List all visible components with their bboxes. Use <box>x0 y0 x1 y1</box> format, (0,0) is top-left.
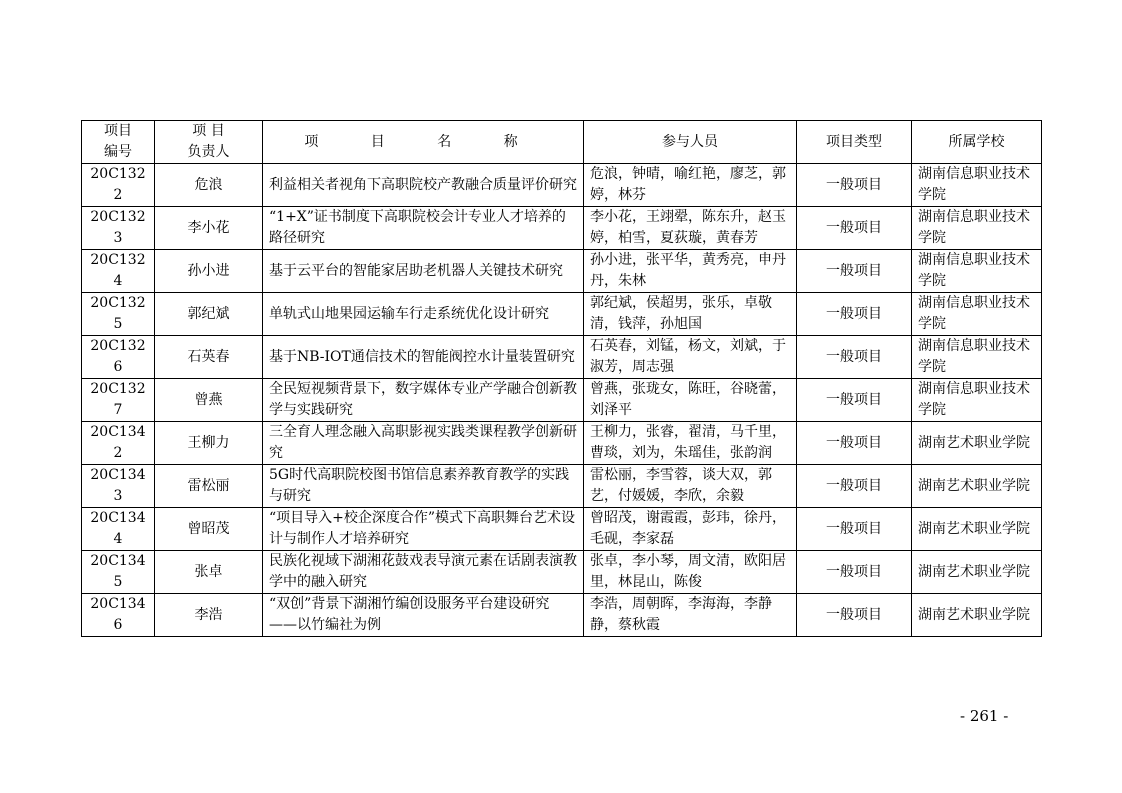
header-leader <box>155 121 263 164</box>
cell-name: “双创”背景下湖湘竹编创设服务平台建设研究——以竹编社为例 <box>263 594 584 637</box>
cell-school: 湖南信息职业技术学院 <box>912 250 1042 293</box>
cell-name: “1+X”证书制度下高职院校会计专业人才培养的路径研究 <box>263 207 584 250</box>
cell-leader: 郭纪斌 <box>155 293 263 336</box>
header-name <box>263 121 584 164</box>
header-school: 所属学校 <box>912 121 1042 164</box>
cell-leader: 雷松丽 <box>155 465 263 508</box>
cell-type: 一般项目 <box>797 293 912 336</box>
cell-leader: 李浩 <box>155 594 263 637</box>
table-row <box>82 336 1042 379</box>
cell-school: 湖南信息职业技术学院 <box>912 164 1042 207</box>
cell-code: 20C1345 <box>82 551 155 594</box>
cell-members: 王柳力，张睿，翟清，马千里，曹琰，刘为，朱瑶佳，张韵润 <box>584 422 797 465</box>
table-row <box>82 465 1042 508</box>
header-code <box>82 121 155 164</box>
cell-type: 一般项目 <box>797 551 912 594</box>
table-row <box>82 508 1042 551</box>
cell-code: 20C1344 <box>82 508 155 551</box>
header-type: 项目类型 <box>797 121 912 164</box>
table-row <box>82 207 1042 250</box>
cell-leader: 曾昭茂 <box>155 508 263 551</box>
cell-code: 20C1322 <box>82 164 155 207</box>
cell-code: 20C1325 <box>82 293 155 336</box>
cell-name: 单轨式山地果园运输车行走系统优化设计研究 <box>263 293 584 336</box>
header-members: 参与人员 <box>584 121 797 164</box>
table-row <box>82 422 1042 465</box>
cell-school: 湖南艺术职业学院 <box>912 465 1042 508</box>
cell-leader: 张卓 <box>155 551 263 594</box>
cell-members: 曾昭茂，谢霞霞，彭玮，徐丹，毛砚，李家磊 <box>584 508 797 551</box>
header-code-line-2: 编号 <box>104 144 132 160</box>
cell-members: 李小花，王翊翚，陈东升，赵玉婷，柏雪，夏荻璇，黄春芳 <box>584 207 797 250</box>
cell-school: 湖南艺术职业学院 <box>912 594 1042 637</box>
table-row <box>82 293 1042 336</box>
cell-school: 湖南信息职业技术学院 <box>912 336 1042 379</box>
cell-name: 全民短视频背景下，数字媒体专业产学融合创新教学与实践研究 <box>263 379 584 422</box>
cell-leader: 石英春 <box>155 336 263 379</box>
cell-name: 基于云平台的智能家居助老机器人关键技术研究 <box>263 250 584 293</box>
cell-leader: 李小花 <box>155 207 263 250</box>
table-row <box>82 551 1042 594</box>
header-code-line-1: 项目 <box>104 123 132 139</box>
cell-type: 一般项目 <box>797 594 912 637</box>
cell-leader: 曾燕 <box>155 379 263 422</box>
cell-members: 孙小进，张平华，黄秀亮，申丹丹，朱林 <box>584 250 797 293</box>
cell-members: 石英春，刘锰，杨文，刘斌，于淑芳，周志强 <box>584 336 797 379</box>
cell-code: 20C1343 <box>82 465 155 508</box>
cell-school: 湖南艺术职业学院 <box>912 422 1042 465</box>
cell-name: 基于NB-IOT通信技术的智能阀控水计量装置研究 <box>263 336 584 379</box>
cell-leader: 孙小进 <box>155 250 263 293</box>
header-name-label: 项 目 名 称 <box>304 133 542 150</box>
cell-school: 湖南艺术职业学院 <box>912 551 1042 594</box>
cell-leader: 王柳力 <box>155 422 263 465</box>
table-body <box>82 164 1042 637</box>
table-row <box>82 164 1042 207</box>
cell-name: 5G时代高职院校图书馆信息素养教育教学的实践与研究 <box>263 465 584 508</box>
cell-members: 郭纪斌，侯超男，张乐，卓敬清，钱萍，孙旭国 <box>584 293 797 336</box>
table-header-row <box>82 121 1042 164</box>
table-row <box>82 379 1042 422</box>
cell-code: 20C1324 <box>82 250 155 293</box>
cell-members: 雷松丽，李雪蓉，谈大双，郭艺，付媛媛，李欣，余毅 <box>584 465 797 508</box>
cell-school: 湖南信息职业技术学院 <box>912 379 1042 422</box>
cell-type: 一般项目 <box>797 465 912 508</box>
cell-code: 20C1323 <box>82 207 155 250</box>
cell-members: 曾燕，张珑女，陈旺，谷晓蕾，刘泽平 <box>584 379 797 422</box>
cell-school: 湖南艺术职业学院 <box>912 508 1042 551</box>
cell-type: 一般项目 <box>797 336 912 379</box>
cell-members: 李浩，周朝晖，李海海，李静静，蔡秋霞 <box>584 594 797 637</box>
table-row <box>82 250 1042 293</box>
cell-type: 一般项目 <box>797 207 912 250</box>
cell-name: “项目导入+校企深度合作”模式下高职舞台艺术设计与制作人才培养研究 <box>263 508 584 551</box>
project-table <box>81 120 1042 637</box>
cell-type: 一般项目 <box>797 508 912 551</box>
cell-code: 20C1326 <box>82 336 155 379</box>
cell-code: 20C1346 <box>82 594 155 637</box>
cell-name: 三全育人理念融入高职影视实践类课程教学创新研究 <box>263 422 584 465</box>
cell-code: 20C1342 <box>82 422 155 465</box>
cell-members: 张卓，李小琴，周文清，欧阳居里，林昆山，陈俊 <box>584 551 797 594</box>
cell-code: 20C1327 <box>82 379 155 422</box>
cell-type: 一般项目 <box>797 164 912 207</box>
cell-type: 一般项目 <box>797 422 912 465</box>
cell-name: 利益相关者视角下高职院校产教融合质量评价研究 <box>263 164 584 207</box>
header-leader-line-2: 负责人 <box>187 144 230 160</box>
cell-members: 危浪，钟晴，喻红艳，廖芝，郭婷，林芬 <box>584 164 797 207</box>
cell-type: 一般项目 <box>797 250 912 293</box>
cell-name: 民族化视域下湖湘花鼓戏表导演元素在话剧表演教学中的融入研究 <box>263 551 584 594</box>
cell-type: 一般项目 <box>797 379 912 422</box>
cell-school: 湖南信息职业技术学院 <box>912 293 1042 336</box>
cell-leader: 危浪 <box>155 164 263 207</box>
page-number: - 261 - <box>960 707 1009 725</box>
cell-school: 湖南信息职业技术学院 <box>912 207 1042 250</box>
table-row <box>82 594 1042 637</box>
header-leader-line-1: 项 目 <box>192 123 225 139</box>
